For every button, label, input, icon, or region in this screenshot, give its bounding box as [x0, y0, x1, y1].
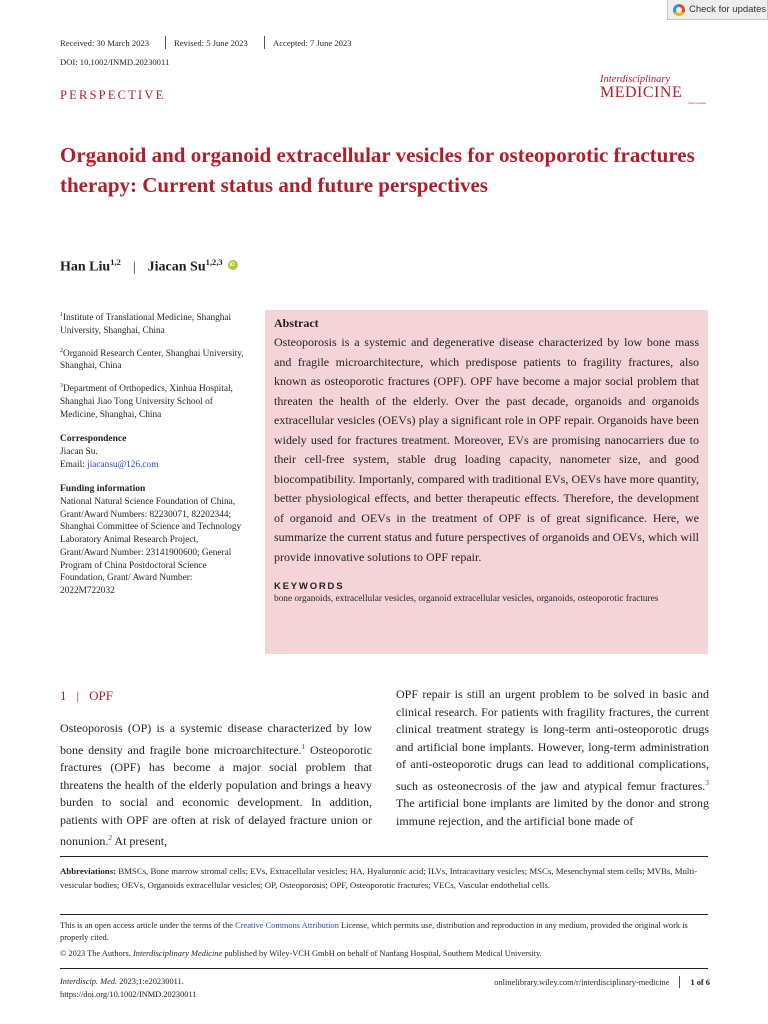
section-heading — [60, 688, 113, 704]
doi: DOI: 10.1002/INMD.20230011 — [60, 57, 170, 67]
journal-logo-bottom: MEDICINE — [600, 84, 683, 101]
accepted-date: Accepted: 7 June 2023 — [273, 38, 352, 48]
affiliation: $^1$Institute of Translational Medicine, Shanghai University, Shanghai, China — [60, 312, 232, 336]
journal-logo[interactable] — [600, 74, 710, 105]
footer-divider-vertical — [679, 976, 680, 988]
meta-divider — [165, 36, 166, 49]
keywords-heading: KEYWORDS — [274, 580, 345, 592]
article-info-column — [60, 309, 246, 598]
abstract-heading: Abstract — [274, 316, 319, 330]
abstract-text: Osteoporosis is a systemic and degenerative disease characterized by low bone mass and fragile microarchitecture, which predispose patients to fragility fractures, also known as osteoporotic fractures (OPF). OPF have become a major social problem that threaten the health of the elderly. Over the past decade, organoids and organoids extracellular vesicles (OEVs) play a significant role in OPF repair. Organoids have been widely used for fractures treatment. Moreover, EVs are promising nanocarriers due to their cell-free system, stable drug loading capacity, nanometer size, and good biocompatibility. Importanly, compared with traditional EVs, OEVs have more quantity, better physiological effects, and better therapeutic effects. Therefore, the development of organoid and OEVs in the treatment of OPF is of great significance. Here, we summarize the current status and future perspectives of organoids and OEVs, which will provide innovative solutions to OPF repair. — [274, 335, 699, 565]
copyright: © 2023 The Authors. Interdisciplinary Medicine published by Wiley-VCH GmbH on behalf of Nanfang Hospital, Southern Medical University. — [60, 949, 542, 958]
correspondence-heading: Correspondence — [60, 434, 127, 445]
page-number: 1 of 6 — [690, 977, 710, 987]
license-link[interactable]: Creative Commons Attribution — [235, 921, 339, 930]
footer-website-link[interactable]: onlinelibrary.wiley.com/r/interdisciplinary-medicine — [494, 977, 670, 987]
footer-doi-link[interactable]: https://doi.org/10.1002/INMD.20230011 — [60, 989, 197, 999]
citation-link[interactable]: 3 — [705, 777, 709, 787]
license-text: This is an open access article under the terms of the Creative Commons Attribution License, which permits use, distribution and reproduction in any medium, provided the original work is properly cited. — [60, 921, 688, 943]
meta-divider — [264, 36, 265, 49]
affiliation: $^2$Organoid Research Center, Shanghai University, Shanghai, China — [60, 347, 244, 372]
citation-link[interactable]: 1 — [301, 741, 306, 751]
orcid-icon[interactable] — [228, 260, 238, 270]
email-link[interactable]: jiacansu@126.com — [87, 459, 159, 470]
footer-citation: Interdiscip. Med. 2023;1:e20230011. https://doi.org/10.1002/INMD.20230011 — [60, 976, 197, 1001]
footer-divider — [60, 968, 708, 969]
article-title: Organoid and organoid extracellular vesicles for osteoporotic fractures therapy: Current status and future perspectives — [60, 143, 695, 197]
footer-right — [430, 976, 710, 988]
author-list — [60, 257, 238, 276]
keywords: bone organoids, extracellular vesicles, organoid extracellular vesicles, organoids, osteoporotic fractures — [274, 593, 659, 604]
crossmark-icon — [673, 4, 685, 16]
author-separator: | — [132, 259, 136, 275]
check-for-updates-label: Check for updates — [689, 4, 767, 15]
section-number: 1 — [60, 688, 67, 703]
check-for-updates-button[interactable] — [667, 0, 768, 20]
author-name[interactable]: Jiacan Su$^{1,2,3}$ — [147, 257, 223, 275]
abbreviations-label: Abbreviations: — [60, 866, 117, 876]
funding-heading: Funding information — [60, 484, 146, 495]
abbreviations: Abbreviations: BMSCs, Bone marrow stromal cells; EVs, Extracellular vesicles; HA, Hyaluronic acid; ILVs, Intracavitary vesicles; MSCs, Mesenchymal stem cells; MVBs, Multi-vesicular bodies; OEVs, Organoids extracellular vesicles; OP, Osteoporosis; OPF, Osteoporotic fractures; VECs, Vascular endothelial cells. — [60, 866, 698, 890]
author-name[interactable]: Han Liu$^{1,2}$ — [60, 257, 121, 275]
funding-text: National Natural Science Foundation of China, Grant/Award Numbers: 82230071, 82202344; Shanghai Committee of Science and Technology Laboratory Animal Research Project, Grant/Award Number: 23141900600; General Program of China Postdoctoral Science Foundation, Grant/ Award Number: 2022M722032 — [60, 497, 242, 596]
revised-date: Revised: 5 June 2023 — [174, 38, 248, 48]
correspondence-email: Email: jiacansu@126.com — [60, 459, 159, 470]
footnote-divider — [60, 914, 708, 915]
journal-logo-top: Interdisciplinary — [600, 74, 671, 85]
body-column-2: OPF repair is still an urgent problem to be solved in basic and clinical research. For patients with fragility fractures, the current clinical treatment strategy is long-term anti-osteoporotic drugs and artificial bone implants. However, long-term administration of anti-osteoporotic drugs can lead to additional complications, such as osteonecrosis of the jaw and atypical femur fractures.$^3$ The artificial bone implants are limited by the donor and strong immune rejection, and the artificial bone made of — [396, 687, 709, 828]
citation-link[interactable]: 2 — [108, 833, 113, 842]
abstract-box — [265, 310, 708, 654]
section-title: OPF — [89, 688, 113, 703]
footnote-divider — [60, 856, 708, 857]
section-divider: | — [76, 688, 80, 703]
article-type: PERSPECTIVE — [60, 88, 166, 102]
correspondence-name: Jiacan Su. — [60, 446, 98, 457]
journal-logo-tag: Open Access — [688, 101, 706, 105]
body-column-1: Osteoporosis (OP) is a systemic disease characterized by low bone density and fragile bone microarchitecture.$^1$ Osteoporotic fractures (OPF) has become a major social problem that threatens the health of the elderly population and brings a heavy burden to social and economic development. In addition, patients with OPF are often at risk of delayed fracture union or nonunion.$^2$ At present, — [60, 721, 372, 848]
affiliation: $^3$Department of Orthopedics, Xinhua Hospital, Shanghai Jiao Tong University School of Medicine, Shanghai, China — [60, 383, 233, 420]
received-date: Received: 30 March 2023 — [60, 38, 150, 48]
